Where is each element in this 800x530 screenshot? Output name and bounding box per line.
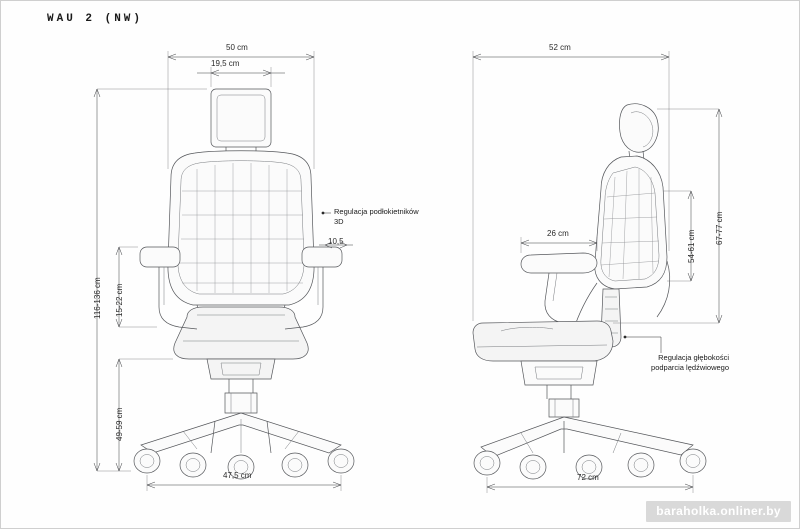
- dim-front-width-total: 50 cm: [226, 43, 248, 52]
- dim-side-backrest-depth: 52 cm: [549, 43, 571, 52]
- note-lumbar-adjust: [561, 353, 729, 373]
- front-view-chair: [134, 89, 354, 479]
- note-armrest-3d-line1: Regulacja podłokietników: [334, 207, 419, 216]
- drawing-title: WAU 2 (NW): [47, 13, 144, 25]
- technical-drawing-canvas: [1, 1, 800, 530]
- dim-front-total-height: 116-136 cm: [93, 277, 102, 319]
- dim-front-armrest-height: 15-22 cm: [115, 283, 124, 317]
- note-lumbar-adjust-line1: Regulacja głębokości: [658, 353, 729, 362]
- watermark: baraholka.onliner.by: [646, 501, 791, 522]
- dim-front-base-width: 47,5 cm: [223, 471, 252, 480]
- dim-side-lumbar-height: 54-61 cm: [687, 229, 696, 263]
- note-armrest-3d: [334, 207, 419, 227]
- dim-front-headrest-width: 19,5 cm: [211, 59, 240, 68]
- dim-front-seat-height: 49-59 cm: [115, 407, 124, 441]
- note-lumbar-adjust-line2: podparcia lędźwiowego: [651, 363, 729, 373]
- note-armrest-3d-line2: 3D: [334, 217, 344, 227]
- dim-front-armrest-adjust: 10,5: [328, 237, 344, 246]
- dim-side-base-depth: 72 cm: [577, 473, 599, 482]
- side-view-chair: [473, 104, 706, 479]
- dim-side-backrest-height: 67-77 cm: [715, 211, 724, 245]
- dim-side-armrest-depth: 26 cm: [547, 229, 569, 238]
